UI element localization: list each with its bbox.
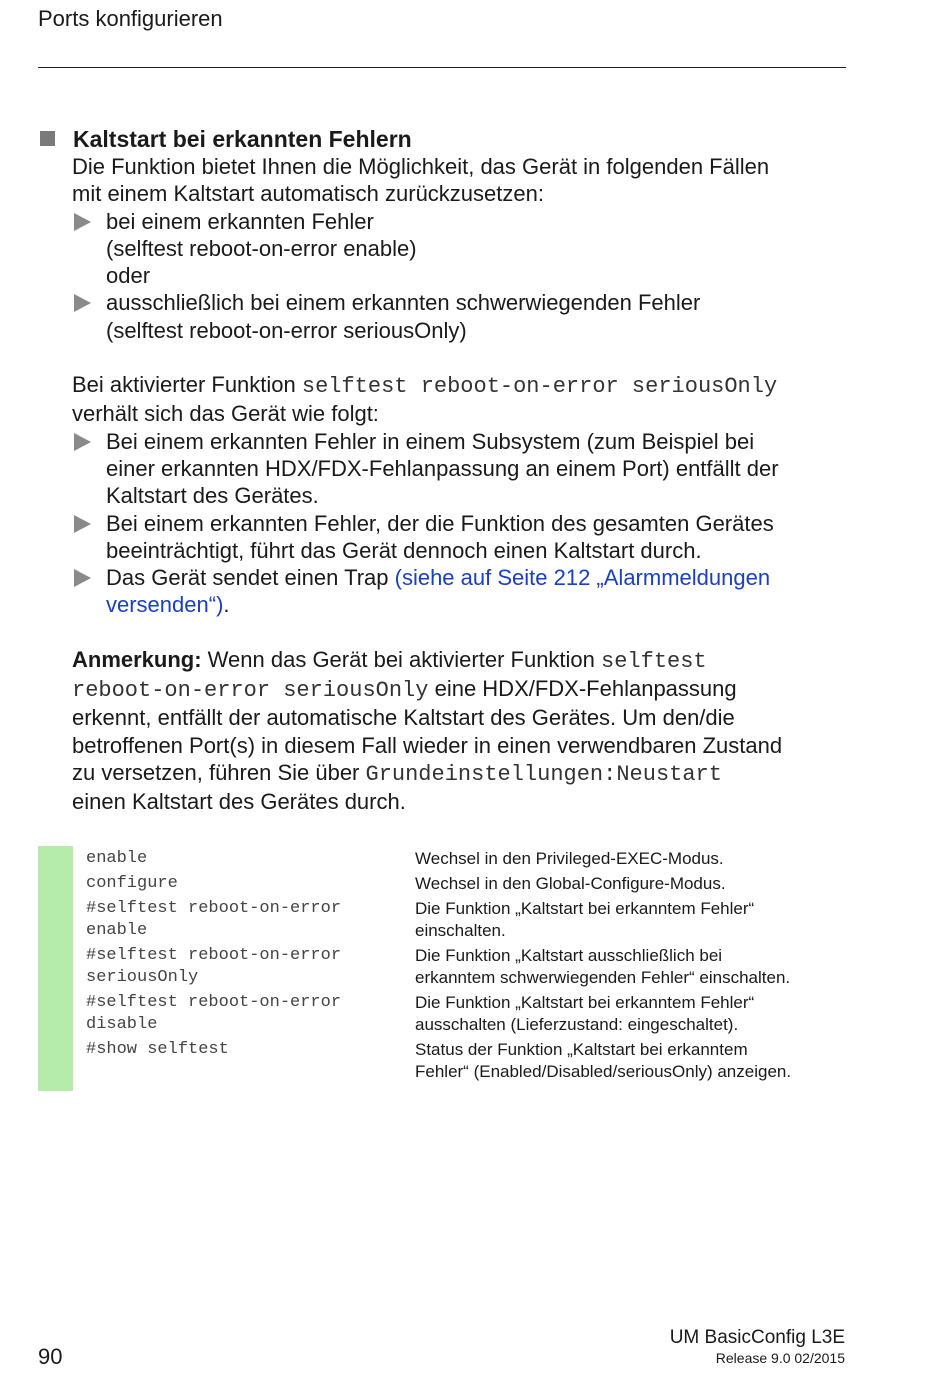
page-header-title: Ports konfigurieren	[38, 6, 223, 31]
description-text: Die Funktion „Kaltstart ausschließlich bei	[415, 946, 723, 965]
behavior-lead-line-2: verhält sich das Gerät wie folgt:	[72, 401, 379, 427]
list-item	[72, 208, 852, 290]
description-text: erkanntem schwerwiegenden Fehler“ einschalten.	[415, 968, 791, 987]
command-text: seriousOnly	[86, 968, 199, 987]
description-text: einschalten.	[415, 921, 506, 940]
command-text: #selftest reboot-on-error	[86, 946, 342, 965]
bullet-text: einer erkannten HDX/FDX-Fehlanpassung an einem Port) entfällt der	[106, 455, 779, 481]
note-line-1	[72, 646, 852, 675]
section-heading	[38, 126, 412, 153]
inline-code: Grundeinstellungen:Neustart	[365, 761, 722, 787]
table-row	[86, 992, 846, 1036]
bullet-text	[106, 591, 852, 618]
bullet-text: beeinträchtigt, führt das Gerät dennoch einen Kaltstart durch.	[106, 537, 702, 563]
table-row	[86, 1039, 846, 1083]
description-cell	[415, 992, 845, 1036]
intro-line-2: mit einem Kaltstart automatisch zurückzusetzen:	[72, 181, 544, 207]
command-cell	[86, 1039, 415, 1083]
triangle-bullet-icon	[74, 569, 91, 587]
section-title-text: Kaltstart bei erkannten Fehlern	[73, 126, 412, 152]
command-text: configure	[86, 874, 178, 893]
table-row	[86, 873, 846, 895]
bullet-text: Bei einem erkannten Fehler, der die Funktion des gesamten Gerätes	[106, 510, 774, 536]
note-line-4: betroffenen Port(s) in diesem Fall wieder in einen verwendbaren Zustand	[72, 732, 783, 758]
bullet-text-span: Das Gerät sendet einen Trap	[106, 565, 395, 591]
header-divider	[38, 67, 846, 68]
description-cell	[415, 873, 845, 895]
lead-text: Bei aktivierter Funktion	[72, 372, 302, 398]
main-content	[72, 153, 852, 816]
command-cell	[86, 945, 415, 989]
triangle-bullet-icon	[74, 294, 91, 312]
behavior-lead	[72, 371, 852, 400]
page-number: 90	[38, 1344, 63, 1369]
description-cell	[415, 898, 845, 942]
description-text: Die Funktion „Kaltstart bei erkanntem Fehler“	[415, 993, 755, 1012]
note-line-2	[72, 675, 852, 704]
inline-code: reboot-on-error seriousOnly	[72, 678, 429, 704]
description-cell	[415, 945, 845, 989]
description-text: ausschalten (Lieferzustand: eingeschaltet).	[415, 1015, 739, 1034]
description-text: Wechsel in den Privileged-EXEC-Modus.	[415, 849, 724, 868]
list-item	[72, 564, 852, 619]
cross-reference-link[interactable]: (siehe auf Seite 212 „Alarmmeldungen	[394, 565, 771, 591]
command-text: #show selftest	[86, 1040, 229, 1059]
bullet-text	[106, 564, 852, 591]
command-cell	[86, 992, 415, 1036]
bullet-text: Bei einem erkannten Fehler in einem Subsystem (zum Beispiel bei	[106, 428, 755, 454]
bullet-text: oder	[106, 263, 151, 289]
bullet-text: ausschließlich bei einem erkannten schwerwiegenden Fehler	[106, 290, 701, 316]
command-cell	[86, 848, 415, 870]
description-cell	[415, 848, 845, 870]
triangle-bullet-icon	[74, 433, 91, 451]
triangle-bullet-icon	[74, 515, 91, 533]
command-text: enable	[86, 921, 148, 940]
cross-reference-link-cont[interactable]: versenden“)	[106, 592, 224, 618]
square-bullet-icon	[40, 131, 55, 146]
list-item	[72, 428, 852, 510]
note-line-6: einen Kaltstart des Gerätes durch.	[72, 789, 406, 815]
command-table	[86, 848, 846, 1086]
release-info: Release 9.0 02/2015	[715, 1350, 845, 1366]
inline-code: selftest reboot-on-error seriousOnly	[301, 374, 778, 400]
command-text: disable	[86, 1015, 158, 1034]
triangle-bullet-icon	[74, 213, 91, 231]
description-text: Status der Funktion „Kaltstart bei erkanntem	[415, 1040, 748, 1059]
command-text: enable	[86, 849, 148, 868]
command-cell	[86, 873, 415, 895]
note-label: Anmerkung:	[72, 646, 202, 672]
bullet-text: Kaltstart des Gerätes.	[106, 483, 319, 509]
command-text: #selftest reboot-on-error	[86, 993, 342, 1012]
bullet-text: (selftest reboot-on-error enable)	[106, 235, 417, 261]
inline-code: selftest	[601, 648, 707, 674]
list-item	[72, 289, 852, 344]
note-text: zu versetzen, führen Sie über	[72, 759, 366, 785]
table-row	[86, 848, 846, 870]
list-item	[72, 510, 852, 565]
description-text: Fehler“ (Enabled/Disabled/seriousOnly) anzeigen.	[415, 1062, 792, 1081]
table-row	[86, 898, 846, 942]
manual-title: UM BasicConfig L3E	[669, 1327, 845, 1348]
intro-line-1: Die Funktion bietet Ihnen die Möglichkeit, das Gerät in folgenden Fällen	[72, 154, 770, 179]
description-text: Wechsel in den Global-Configure-Modus.	[415, 874, 726, 893]
bullet-text: (selftest reboot-on-error seriousOnly)	[106, 317, 467, 343]
command-text: #selftest reboot-on-error	[86, 899, 342, 918]
bullet-text: bei einem erkannten Fehler	[106, 208, 374, 234]
description-cell	[415, 1039, 845, 1083]
note-line-3: erkennt, entfällt der automatische Kaltstart des Gerätes. Um den/die	[72, 705, 735, 731]
description-text: Die Funktion „Kaltstart bei erkanntem Fehler“	[415, 899, 755, 918]
command-table-marker	[38, 846, 73, 1091]
note-text: Wenn das Gerät bei aktivierter Funktion	[201, 646, 602, 672]
command-cell	[86, 898, 415, 942]
period: .	[223, 592, 230, 618]
table-row	[86, 945, 846, 989]
note-line-5	[72, 759, 852, 788]
note-text: eine HDX/FDX-Fehlanpassung	[428, 676, 737, 702]
